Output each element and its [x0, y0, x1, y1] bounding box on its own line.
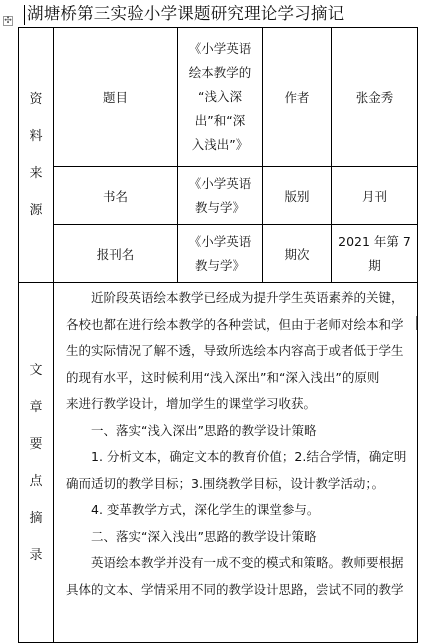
summary-line: 生的实际情况了解不透，导致所选绘本内容高于或者低于学生 — [66, 343, 404, 358]
summary-line: 1. 分析文本，确定文本的教育价值；2.结合学情，确定明 — [91, 449, 407, 464]
table-row — [19, 225, 418, 283]
document-title-text: 湖塘桥第三实验小学课题研究理论学习摘记 — [27, 4, 345, 23]
periodical-label-cell[interactable]: 报刊名 — [54, 225, 178, 283]
summary-heading-2: 二、落实“深入浅出”思路的教学设计策略 — [91, 528, 317, 544]
summary-line: 4. 变革教学方式，深化学生的课堂参与。 — [91, 502, 320, 517]
table-row — [19, 283, 418, 643]
title-value-cell[interactable]: 《小学英语 绘本教学的 “浅入深 出”和“深 入浅出”》 — [178, 28, 263, 167]
summary-line: 来进行教学设计，增加学生的课堂学习收获。 — [66, 396, 317, 411]
summary-line: 英语绘本教学并没有一成不变的模式和策略。教师要根据 — [91, 555, 404, 570]
issue-label-cell[interactable]: 期次 — [263, 225, 332, 283]
edition-label-cell[interactable]: 版别 — [263, 167, 332, 225]
summary-heading-1: 一、落实“浅入深出”思路的教学设计策略 — [91, 422, 317, 438]
summary-line: 确而适切的教学目标；3.围绕教学目标，设计教学活动；。 — [66, 475, 385, 491]
summary-section-label: 文 章 要 点 摘 录 — [19, 283, 54, 643]
author-value-cell[interactable]: 张金秀 — [332, 28, 418, 167]
source-section-label: 资 料 来 源 — [19, 28, 54, 283]
issue-value-cell[interactable]: 2021 年第 7 期 — [332, 225, 418, 283]
summary-line: 的现有水平，这时候利用“浅入深出”和“深入浅出”的原则 — [66, 369, 380, 385]
summary-text-cell[interactable] — [54, 283, 418, 643]
table-row — [19, 167, 418, 225]
book-value-cell[interactable]: 《小学英语 教与学》 — [178, 167, 263, 225]
author-label-cell[interactable]: 作者 — [263, 28, 332, 167]
summary-line: 具体的文本、学情采用不同的教学设计思路，尝试不同的教学 — [66, 581, 404, 597]
summary-line: 近阶段英语绘本教学已经成为提升学生英语素养的关键， — [91, 290, 404, 305]
book-label-cell[interactable]: 书名 — [54, 167, 178, 225]
periodical-value-cell[interactable]: 《小学英语 教与学》 — [178, 225, 263, 283]
text-cursor — [24, 5, 25, 25]
summary-line: 各校也都在进行绘本教学的各种尝试，但由于老师对绘本和学 — [66, 316, 404, 332]
study-notes-table — [18, 27, 418, 643]
table-move-handle-icon[interactable]: ✣ — [4, 16, 12, 26]
edition-value-cell[interactable]: 月刊 — [332, 167, 418, 225]
title-label-cell[interactable]: 题目 — [54, 28, 178, 167]
document-title — [27, 2, 344, 26]
table-row — [19, 28, 418, 167]
